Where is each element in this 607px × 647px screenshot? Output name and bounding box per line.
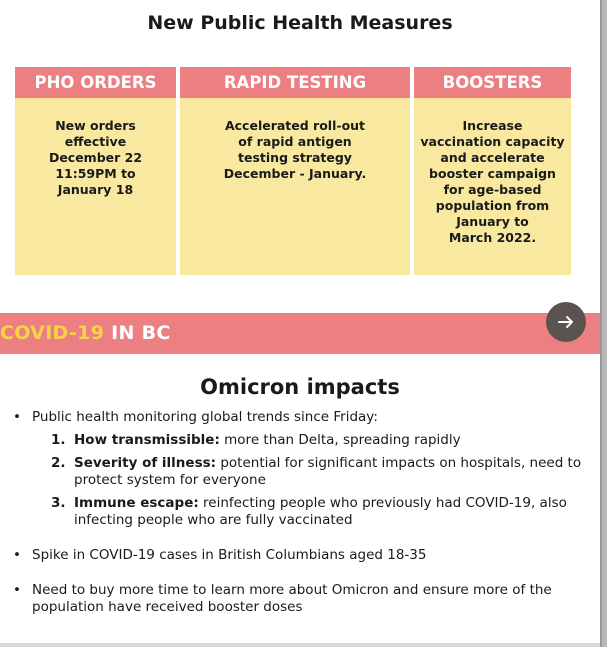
item-label: Immune escape: [74,495,199,511]
item-label: How transmissible: [74,432,220,448]
bullet-item [13,547,593,564]
card-line: New orders [55,118,136,133]
bullet-item [13,582,593,616]
card-line: March 2022. [448,230,537,245]
item-number: 3. [51,495,66,511]
card-line: vaccination capacity [420,134,565,149]
banner-title [0,322,171,344]
slide-public-health-measures [0,0,600,300]
card-heading: RAPID TESTING [180,67,410,98]
item-number: 2. [51,455,66,471]
card-rapid-testing [180,67,410,275]
banner-highlight: COVID-19 [0,322,105,344]
card-line: December 22 [48,150,143,165]
card-body [15,98,176,275]
numbered-list [13,432,593,529]
card-line: effective [64,134,127,149]
item-number: 1. [51,432,66,448]
numbered-item [51,432,593,449]
banner-rest: IN BC [104,322,171,344]
card-heading: BOOSTERS [414,67,571,98]
card-line: January 18 [57,182,134,197]
slide-divider [0,643,600,647]
omicron-title: Omicron impacts [200,375,400,399]
bullet-text: Spike in COVID-19 cases in British Columbians aged 18-35 [32,547,427,563]
card-line: Increase [462,118,523,133]
card-line: and accelerate [440,150,545,165]
card-line: 11:59PM to [55,166,136,181]
card-line: booster campaign [429,166,556,181]
numbered-item [51,455,593,489]
measures-cards [15,67,571,275]
item-text: potential for significant impacts on hospitals, need to protect system for everyone [74,455,582,488]
card-line: population from [435,198,550,213]
item-text: reinfecting people who previously had COVID-19, also infecting people who are fully vaccinated [74,495,567,528]
bullet-text: Need to buy more time to learn more about Omicron and ensure more of the population have received booster doses [32,582,552,615]
card-line: Accelerated roll-out [224,118,366,133]
arrow-right-icon [556,312,576,332]
card-line: for age-based [443,182,542,197]
card-line: January to [456,214,529,229]
next-slide-button[interactable] [546,302,586,342]
numbered-item [51,495,593,529]
slide-title: New Public Health Measures [147,12,453,34]
bullet-text: Public health monitoring global trends since Friday: [32,409,378,425]
covid-bc-banner [0,313,600,354]
card-pho-orders [15,67,176,275]
item-text: more than Delta, spreading rapidly [219,432,461,448]
bullet-item [13,409,593,426]
omicron-bullets [13,409,593,616]
card-body [414,98,571,275]
card-line: of rapid antigen [238,134,352,149]
card-line: December - January. [223,166,367,181]
card-body [180,98,410,275]
card-heading: PHO ORDERS [15,67,176,98]
card-boosters [414,67,571,275]
item-label: Severity of illness: [74,455,217,471]
scrollbar-edge [600,0,602,647]
card-line: testing strategy [238,150,352,165]
